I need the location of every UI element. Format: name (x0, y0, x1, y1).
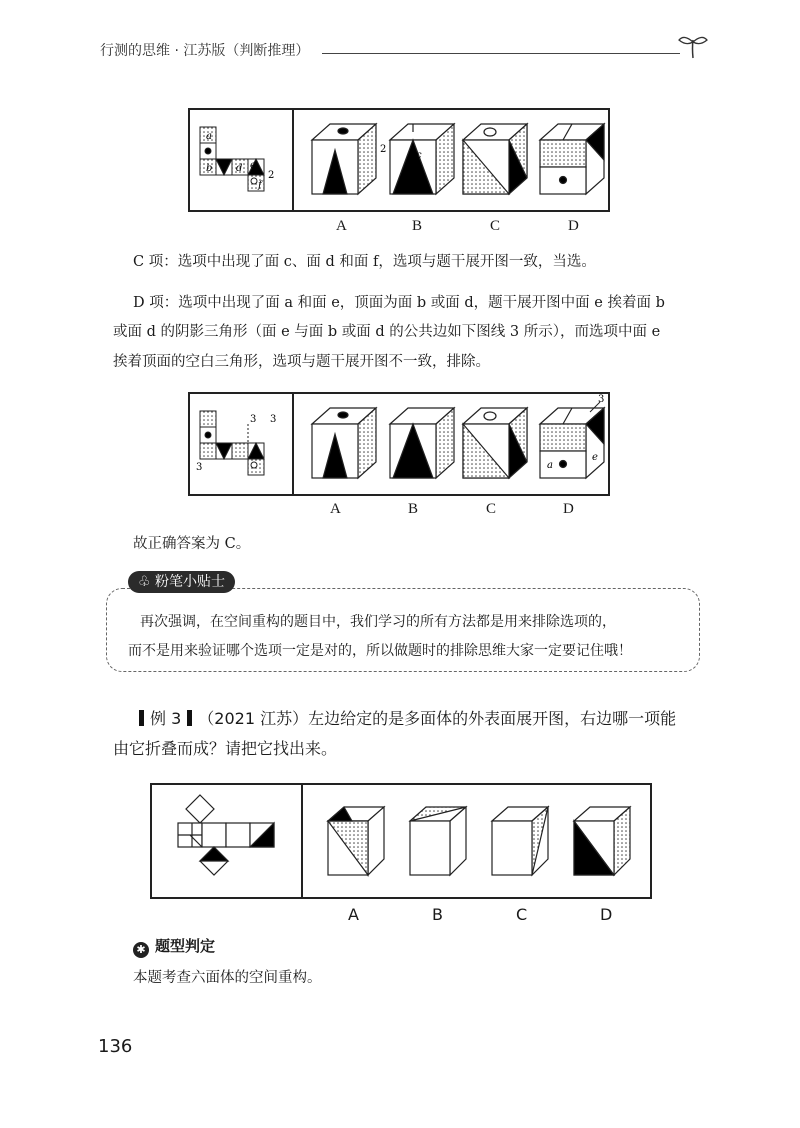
bar-mark-right (187, 710, 192, 726)
cube2-option-b (390, 408, 454, 478)
net-label-f: f (258, 180, 262, 191)
cube2-option-a (312, 408, 376, 478)
fig2-mark-a: a (547, 460, 553, 471)
example-text-1: （2021 江苏）左边给定的是多面体的外表面展开图，右边哪一项能 (198, 709, 677, 728)
fig1-option-a-label: A (336, 218, 347, 234)
net-label-e: e (250, 160, 256, 171)
cube2-option-c (463, 408, 527, 478)
cube-option-d (540, 124, 604, 194)
fig2-option-c-label: C (486, 501, 497, 517)
net-label-a: a (206, 131, 212, 142)
page-number: 136 (98, 1036, 133, 1057)
answer-text: 故正确答案为 C。 (133, 536, 251, 552)
fig2-mark-3b: 3 (270, 414, 277, 425)
sprout-icon: ♧ (138, 574, 156, 590)
net-label-b: b (206, 163, 213, 174)
fig2-option-b-label: B (408, 501, 419, 517)
figure-1 (188, 108, 610, 212)
figure-3 (150, 783, 652, 899)
tip-line-2: 而不是用来验证哪个选项一定是对的，所以做题时的排除思维大家一定要记住哦！ (128, 643, 632, 659)
example-label: 例 3 (150, 709, 182, 728)
fig3-option-d-label: D (600, 905, 613, 924)
cube3-option-c (492, 807, 548, 875)
section-title: 题型判定 (155, 937, 216, 955)
fig2-mark-3d: 3 (598, 394, 605, 405)
cube-b-label-c: c (416, 150, 422, 161)
sprout-icon (676, 30, 710, 60)
net-label-2: 2 (268, 170, 275, 181)
bar-mark-left (139, 710, 144, 726)
header-rule (322, 53, 680, 54)
cube-option-c (463, 124, 527, 194)
fig1-option-b-label: B (412, 218, 423, 234)
fig1-option-d-label: D (568, 218, 579, 234)
tip-tag-label: 粉笔小贴士 (155, 574, 226, 590)
fig2-option-a-label: A (330, 501, 341, 517)
d-item-line-3: 挨着顶面的空白三角形，选项与题干展开图不一致，排除。 (113, 354, 490, 370)
fig3-option-b-label: B (432, 905, 443, 924)
cube3-option-b (410, 807, 466, 875)
fig1-option-c-label: C (490, 218, 501, 234)
cube3-option-d (574, 807, 630, 875)
d-item-line-2: 或面 d 的阴影三角形（面 e 与面 b 或面 d 的公共边如下图线 3 所示），而选项中面 e (113, 324, 661, 340)
running-header: 行测的思维 · 江苏版（判断推理） (100, 43, 310, 59)
section-heading (133, 935, 215, 958)
fig3-option-c-label: C (516, 905, 528, 924)
section-body: 本题考查六面体的空间重构。 (133, 970, 322, 986)
tip-line-1: 再次强调，在空间重构的题目中，我们学习的所有方法都是用来排除选项的， (140, 614, 616, 630)
tip-tag (128, 571, 235, 593)
c-item-text: C 项：选项中出现了面 c、面 d 和面 f，选项与题干展开图一致，当选。 (133, 254, 596, 270)
cube-option-b (390, 124, 454, 194)
cube-option-a (312, 124, 376, 194)
net-label-d: d (236, 163, 243, 174)
example-line-1 (133, 704, 703, 734)
fig2-option-d-label: D (563, 501, 574, 517)
figure-2 (188, 392, 610, 496)
cube-b-label-2: 2 (380, 144, 387, 155)
fig2-mark-e: e (592, 452, 598, 463)
cube3-option-a (328, 807, 384, 875)
example-line-2: 由它折叠而成？请把它找出来。 (113, 739, 338, 758)
gear-icon: ✱ (133, 942, 149, 958)
d-item-line-1: D 项：选项中出现了面 a 和面 e，顶面为面 b 或面 d，题干展开图中面 e 挨着面 b (133, 295, 665, 311)
net-diagram-3 (178, 795, 274, 875)
fig2-mark-3c: 3 (196, 462, 203, 473)
fig3-option-a-label: A (348, 905, 359, 924)
fig2-mark-3a: 3 (250, 414, 257, 425)
